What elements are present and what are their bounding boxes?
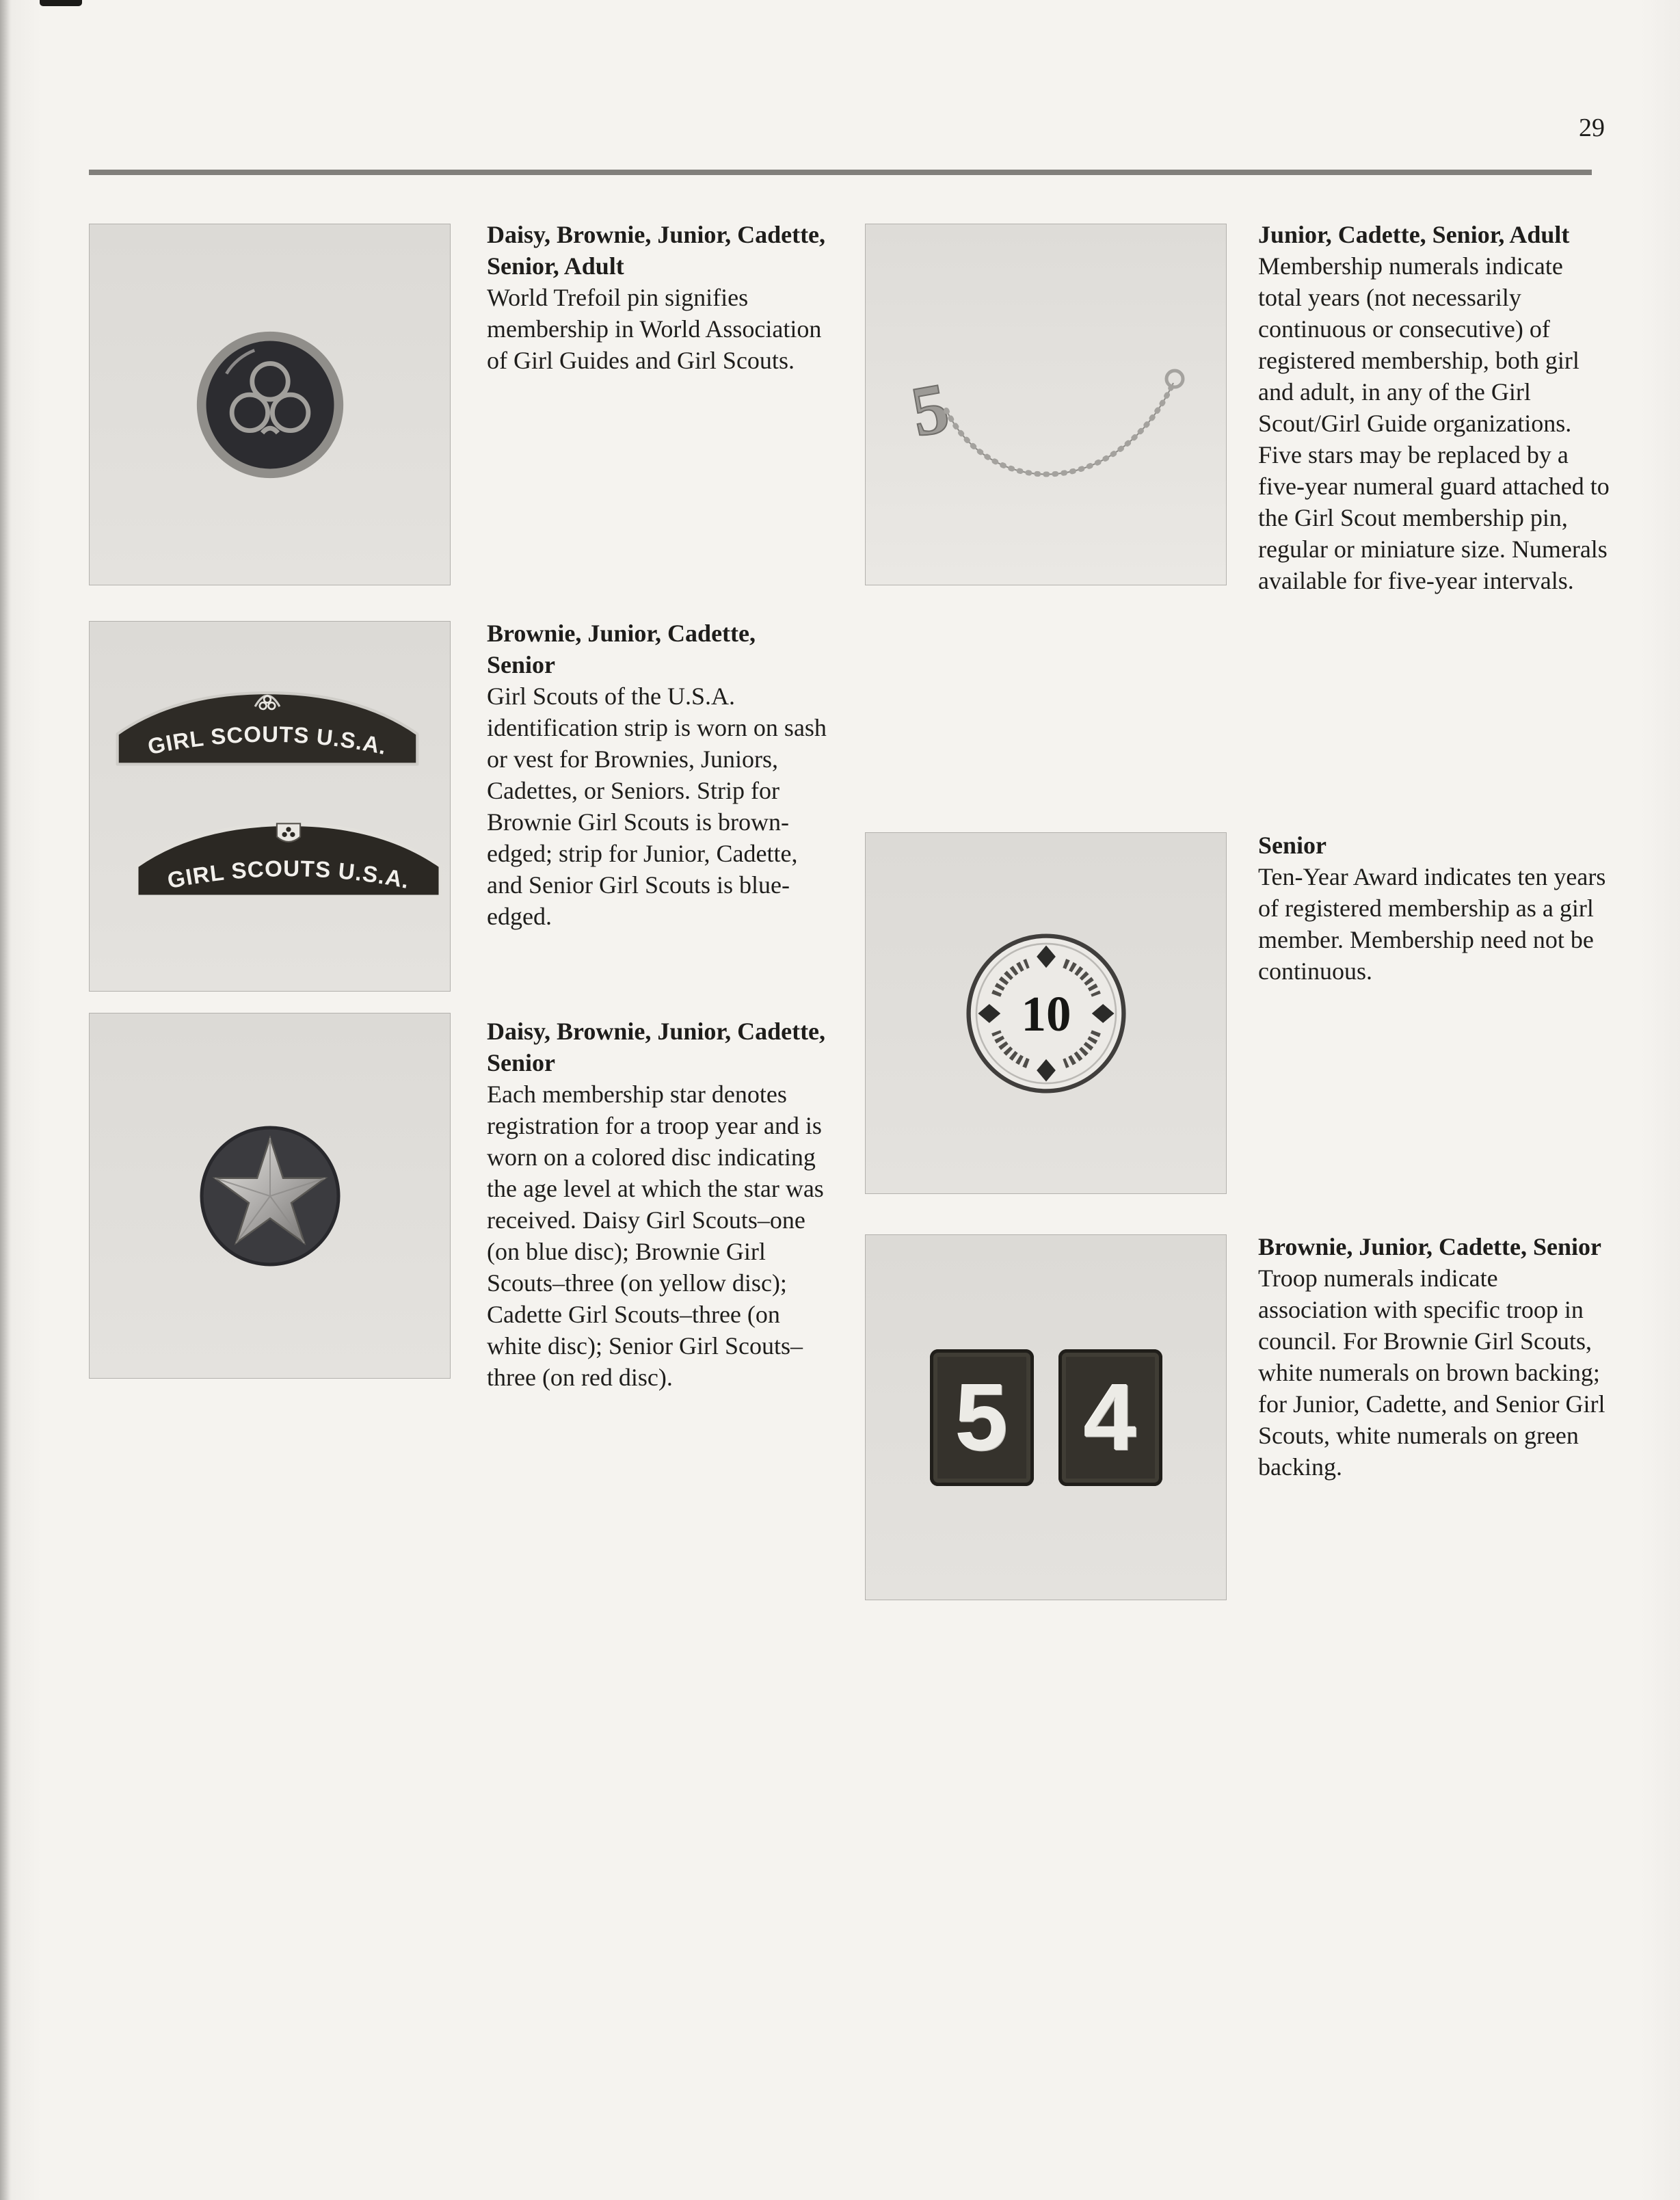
entry-body: Membership numerals indicate total years (not necessarily continuous or consecutive) of registered membership, both girl and adult, in any of the Girl Scout/Girl Guide organizations. Five stars may be replaced by a five-year numeral guard attached to the Girl Scout membership pin, regular or miniature size. Numerals available for five-year intervals.: [1258, 252, 1610, 594]
id-strip-label: GIRL SCOUTS U.S.A.: [145, 721, 390, 760]
troop-numeral-patches: [866, 1235, 1226, 1600]
membership-star-icon: [185, 1111, 356, 1282]
scan-artifact: [40, 0, 82, 6]
id-strips: [90, 622, 450, 991]
chain-icon: [946, 383, 1173, 475]
entry-ten-year-award: [1258, 830, 1610, 987]
numeral-guard-digit: 5: [905, 368, 955, 452]
entry-world-trefoil: [487, 219, 829, 376]
ten-year-numeral: 10: [1020, 985, 1071, 1042]
troop-numeral-patch: [1058, 1349, 1162, 1486]
header-rule: [89, 170, 1592, 175]
entry-heading: Brownie, Junior, Cadette, Senior: [487, 620, 756, 678]
entry-body: World Trefoil pin signifies membership in World Association of Girl Guides and Girl Scouts.: [487, 284, 822, 374]
entry-heading: Senior: [1258, 832, 1327, 859]
troop-numeral-4: 4: [1084, 1364, 1136, 1470]
chain-ring-icon: [1166, 371, 1183, 387]
trefoil-pin-icon: [192, 327, 348, 483]
troop-numerals-photo: [865, 1234, 1227, 1600]
entry-heading: Daisy, Brownie, Junior, Cadette, Senior, Adult: [487, 221, 826, 280]
page-number: 29: [1579, 114, 1605, 142]
entry-body: Troop numerals indicate association with specific troop in council. For Brownie Girl Scouts, white numerals on brown backing; for Junior, Cadette, and Senior Girl Scouts, white numerals on green backing.: [1258, 1264, 1605, 1481]
entry-troop-numerals: [1258, 1231, 1610, 1483]
troop-numeral-5: 5: [955, 1364, 1008, 1470]
entry-id-strip: [487, 618, 829, 932]
entry-heading: Junior, Cadette, Senior, Adult: [1258, 221, 1570, 248]
entry-membership-numerals: [1258, 219, 1610, 596]
ten-year-award-photo: [865, 832, 1227, 1194]
id-strip-junior: [128, 819, 449, 907]
entry-heading: Daisy, Brownie, Junior, Cadette, Senior: [487, 1018, 826, 1076]
entry-body: Ten-Year Award indicates ten years of registered membership as a girl member. Membership need not be continuous.: [1258, 863, 1606, 985]
shield-icon: [277, 823, 300, 842]
numeral-guard-photo: [865, 224, 1227, 585]
id-strips-photo: [89, 621, 451, 992]
entry-membership-star: [487, 1016, 829, 1393]
membership-star-photo: [89, 1013, 451, 1379]
world-trefoil-pin-photo: [89, 224, 451, 585]
numeral-guard-icon: [866, 224, 1226, 585]
entry-body: Girl Scouts of the U.S.A. identification strip is worn on sash or vest for Brownies, Juniors, Cadettes, or Seniors. Strip for Brownie Girl Scouts is brown-edged; strip for Junior, Cadette, and Senior Girl Scouts is blue-edged.: [487, 682, 827, 930]
ten-year-award-icon: [960, 927, 1132, 1100]
id-strip-label: GIRL SCOUTS U.S.A.: [165, 856, 412, 894]
id-strip-brownie: [109, 687, 426, 775]
entry-body: Each membership star denotes registration for a troop year and is worn on a colored disc indicating the age level at which the star was received. Daisy Girl Scouts–one (on blue disc); Brownie Girl Scouts–three (on yellow disc); Cadette Girl Scouts–three (on white disc); Senior Girl Scouts–three (on red disc).: [487, 1081, 824, 1391]
troop-numeral-patch: [930, 1349, 1034, 1486]
entry-heading: Brownie, Junior, Cadette, Senior: [1258, 1233, 1602, 1260]
